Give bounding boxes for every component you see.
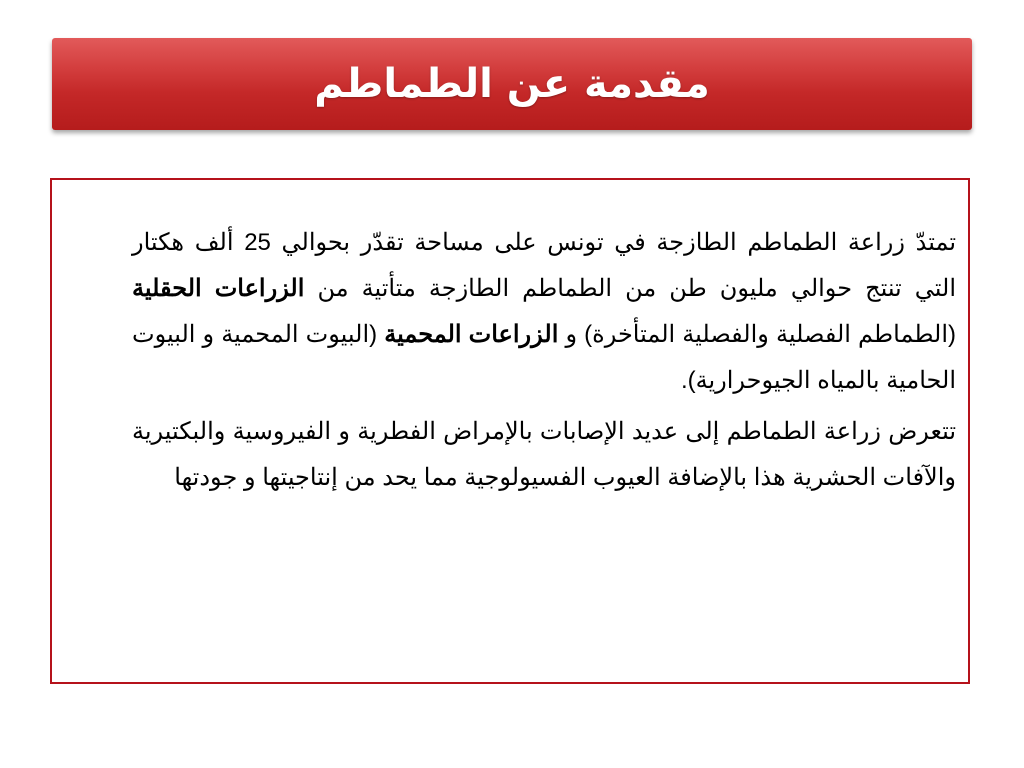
paragraph1-part1: تمتدّ زراعة الطماطم الطازجة في تونس على مساحة تقدّر بحوالي 25 ألف هكتار التي تنتج حوالي مليون طن من الطماطم الطازجة متأتية من xyxy=(132,229,957,302)
paragraph1-part2: (الطماطم الفصلية والفصلية المتأخرة) و xyxy=(558,321,956,348)
paragraph1-part3: (البيوت المحمية و البيوت الحامية بالمياه الجيوحرارية). xyxy=(132,321,956,394)
slide-title: مقدمة عن الطماطم xyxy=(314,61,710,107)
paragraph-tomato-diseases: تتعرض زراعة الطماطم إلى عديد الإصابات بالإمراض الفطرية و الفيروسية والبكتيرية والآفات الحشرية هذا بالإضافة العيوب الفسيولوجية مما يحد من إنتاجيتها و جودتها xyxy=(132,418,956,491)
title-banner xyxy=(52,38,972,130)
paragraph-tomato-cultivation xyxy=(132,220,956,404)
content-box xyxy=(50,178,970,684)
content-text xyxy=(132,220,956,506)
greenhouse-crops-bold: الزراعات المحمية xyxy=(384,321,559,348)
field-crops-bold: الزراعات الحقلية xyxy=(132,275,305,302)
